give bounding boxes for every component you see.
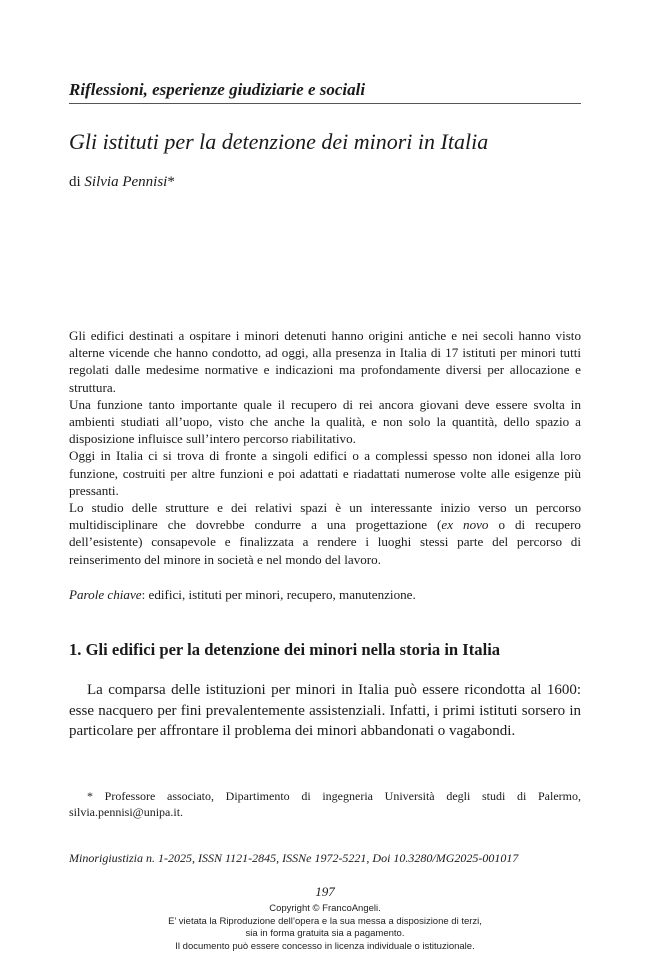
- copyright-line: Il documento può essere concesso in licenza individuale o istituzionale.: [175, 940, 475, 952]
- section-header-label: Riflessioni, esperienze giudiziarie e sociali: [69, 80, 581, 104]
- author-prefix: di: [69, 174, 85, 190]
- author-line: [69, 172, 581, 192]
- running-header: [69, 80, 581, 104]
- journal-citation: Minorigiustizia n. 1-2025, ISSN 1121-2845, ISSNe 1972-5221, Doi 10.3280/MG2025-001017: [69, 851, 519, 865]
- article-title: Gli istituti per la detenzione dei minori in Italia: [69, 129, 489, 154]
- abstract: [69, 327, 581, 568]
- abstract-paragraph: Una funzione tanto importante quale il recupero di rei ancora giovani deve essere svolta in ambienti studiati all’uopo, visto che anche la qualità, e non solo la quantità, dello spazio a disposizione influisce sull’intero percorso riabilitativo.: [69, 396, 581, 447]
- abstract-paragraph: Oggi in Italia ci si trova di fronte a singoli edifici o a complessi spesso non idonei alla loro funzione, costruiti per altre funzioni e poi adattati e riadattati numerose volte alle esigenze più pressanti.: [69, 448, 581, 498]
- copyright-line: Copyright © FrancoAngeli.: [269, 903, 381, 914]
- page-number: 197: [315, 884, 335, 899]
- copyright-notice: [0, 903, 650, 953]
- keywords-text: : edifici, istituti per minori, recupero, manutenzione.: [141, 587, 416, 602]
- abstract-italic-text: ex novo: [441, 517, 489, 533]
- footnote-text: * Professore associato, Dipartimento di ingegneria Università degli studi di Palermo, silvia.pennisi@unipa.it.: [69, 789, 581, 819]
- abstract-paragraph: Gli edifici destinati a ospitare i minori detenuti hanno origini antiche e nei secoli hanno visto alterne vicende che hanno condotto, ad oggi, alla presenza in Italia di 17 istituti per minori tutti regolati dalle medesime normative e indicazioni ma profondamente diversi per allocazione e struttura.: [69, 328, 581, 395]
- footnote: [69, 788, 581, 820]
- author-name: Silvia Pennisi: [84, 174, 168, 190]
- author-footnote-mark: *: [167, 174, 175, 190]
- keywords: [69, 586, 581, 603]
- body-text: [69, 680, 581, 742]
- abstract-text: Lo studio delle strutture e dei relativi spazi è un interessante inizio verso un percorso multidisciplinare che dovrebbe condurre a una progettazione (: [69, 500, 581, 533]
- copyright-line: E’ vietata la Riproduzione dell’opera e la sua messa a disposizione di terzi,: [168, 915, 482, 927]
- copyright-line: sia in forma gratuita sia a pagamento.: [245, 928, 405, 939]
- abstract-text: o di recupero dell’esistente) consapevole e finalizzata a rendere i luoghi stessi parte del percorso di reinserimento del minore in società e nel mondo del lavoro.: [69, 517, 581, 567]
- abstract-paragraph: [69, 499, 581, 568]
- body-paragraph: La comparsa delle istituzioni per minori in Italia può essere ricondotta al 1600: esse nacquero per fini prevalentemente assistenziali. Infatti, i primi istituti sorsero in particolare per affrontare il problema dei minori abbandonati o vagabondi.: [69, 682, 581, 739]
- keywords-label: Parole chiave: [69, 587, 142, 602]
- section-heading: 1. Gli edifici per la detenzione dei minori nella storia in Italia: [69, 640, 501, 659]
